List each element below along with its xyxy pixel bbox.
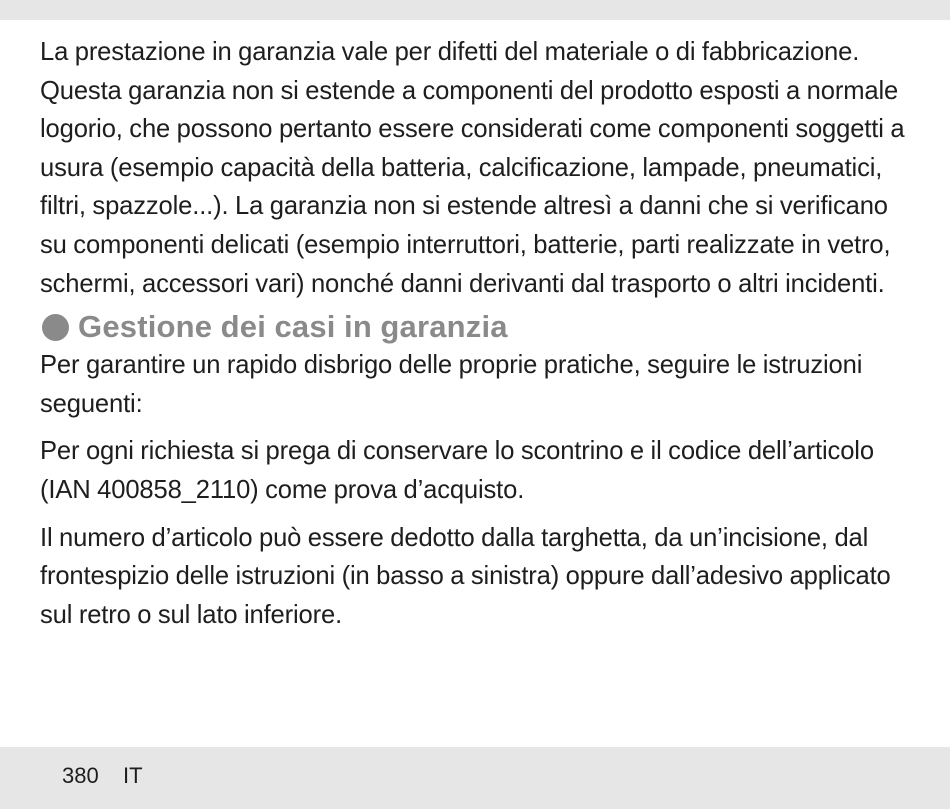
bullet-circle-icon [42, 314, 69, 341]
top-band [0, 0, 950, 20]
page-footer [0, 747, 950, 809]
warranty-scope-paragraph: La prestazione in garanzia vale per difetti del materiale o di fabbricazione. Questa garanzia non si estende a componenti del prodotto esposti a normale logorio, che possono pertanto essere considerati come componenti soggetti a usura (esempio capacità della batteria, calcificazione, lampade, pneumatici, filtri, spazzole...). La garanzia non si estende altresì a danni che si verificano su componenti delicati (esempio interruttori, batterie, parti realizzate in vetro, schermi, accessori vari) nonché danni derivanti dal trasporto o altri incidenti. [40, 38, 905, 298]
page-content [40, 33, 912, 634]
article-number-paragraph: Il numero d’articolo può essere dedotto dalla targhetta, da un’incisione, dal frontespizio delle istruzioni (in basso a sinistra) oppure dall’adesivo applicato sul retro o sul lato inferiore. [40, 523, 891, 629]
section-heading [40, 308, 912, 346]
section-heading-text: Gestione dei casi in garanzia [78, 308, 508, 344]
page-number: 380 [62, 763, 99, 788]
language-code: IT [123, 763, 143, 788]
section-intro-paragraph: Per garantire un rapido disbrigo delle proprie pratiche, seguire le istruzioni seguenti: [40, 351, 863, 418]
receipt-note-paragraph: Per ogni richiesta si prega di conservare lo scontrino e il codice dell’articolo (IAN 400858_2110) come prova d’acquisto. [40, 437, 874, 504]
